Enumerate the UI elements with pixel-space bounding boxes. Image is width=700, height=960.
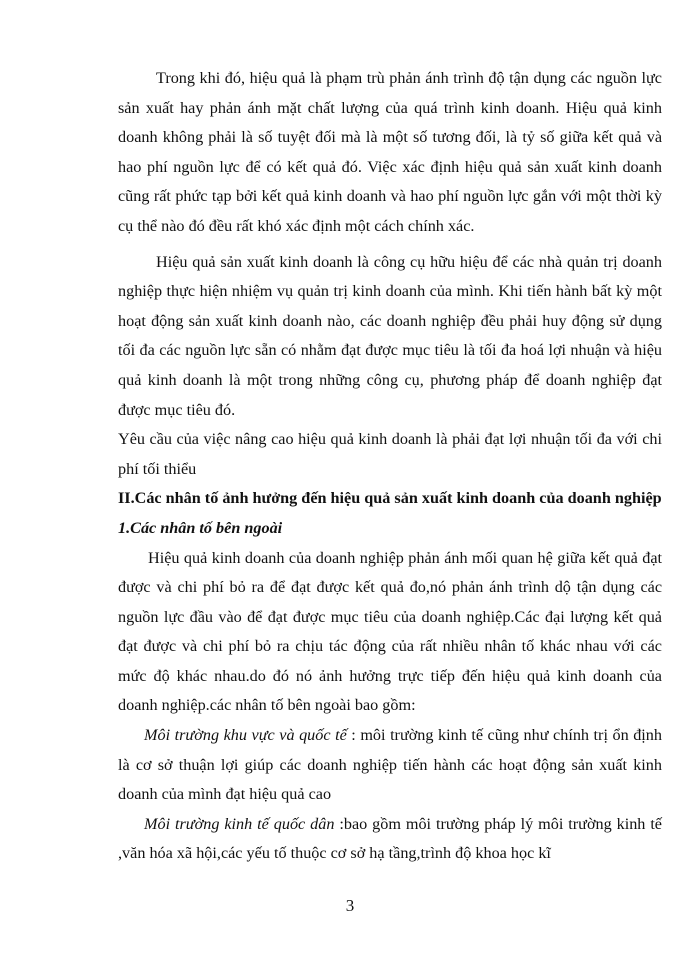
paragraph-efficiency-tool: Hiệu quả sản xuất kinh doanh là công cụ hữu hiệu để các nhà quản trị doanh nghiệp thực hiện nhiệm vụ quản trị kinh doanh của mình. Khi tiến hành bất kỳ một hoạt động sản xuất kinh doanh nào, các doanh nghiệp đều phải huy động sử dụng tối đa các nguồn lực sẵn có nhằm đạt được mục tiêu là tối đa hoá lợi nhuận và hiệu quả kinh doanh là một trong những công cụ, phương pháp để doanh nghiệp đạt được mục tiêu đó. bbox=[118, 252, 662, 419]
term-regional-environment: Môi trường khu vực và quốc tế bbox=[144, 726, 347, 745]
paragraph-regional-environment bbox=[118, 721, 662, 810]
paragraph-requirement: Yêu cầu của việc nâng cao hiệu quả kinh doanh là phải đạt lợi nhuận tối đa với chi phí tối thiểu bbox=[118, 430, 662, 478]
section-heading: II.Các nhân tố ảnh hưởng đến hiệu quả sản xuất kinh doanh của doanh nghiệp bbox=[118, 489, 662, 508]
text-national-economy: :bao gồm môi trường pháp lý môi trường kinh tế ,văn hóa xã hội,các yếu tố thuộc cơ sở hạ tầng,trình độ khoa học kĩ bbox=[118, 814, 662, 863]
subsection-heading: 1.Các nhân tố bên ngoài bbox=[118, 518, 283, 537]
paragraph-efficiency-definition: Trong khi đó, hiệu quả là phạm trù phản ánh trình độ tận dụng các nguồn lực sản xuất hay phản ánh mặt chất lượng của quá trình kinh doanh. Hiệu quả kinh doanh không phải là số tuyệt đối mà là một số tương đối, là tỷ số giữa kết quả và hao phí nguồn lực để có kết quả đó. Việc xác định hiệu quả sản xuất kinh doanh cũng rất phức tạp bởi kết quả kinh doanh và hao phí nguồn lực gắn với một thời kỳ cụ thể nào đó đều rất khó xác định một cách chính xác. bbox=[118, 69, 662, 235]
term-national-economy: Môi trường kinh tế quốc dân bbox=[144, 814, 335, 833]
text-regional-environment: : môi trường kinh tế cũng như chính trị ổn định là cơ sở thuận lợi giúp các doanh nghiệp tiến hành các hoạt động sản xuất kinh doanh của mình đạt hiệu quả cao bbox=[118, 726, 662, 804]
paragraph-external-factors: Hiệu quả kinh doanh của doanh nghiệp phản ánh mối quan hệ giữa kết quả đạt được và chi phí bỏ ra để đạt được kết quả đo,nó phản ánh trình dộ tận dụng các nguồn lực đầu vào để đạt được mục tiêu của doanh nghiệp.Các đại lượng kết quả đạt được và chi phí bỏ ra chịu tác động của rất nhiều nhân tố khác nhau với các mức độ khác nhau.do đó nó ảnh hưởng trực tiếp đến hiệu quả kinh doanh của doanh nghiệp.các nhân tố bên ngoài bao gồm: bbox=[118, 548, 662, 715]
paragraph-national-economy bbox=[118, 810, 662, 869]
page-body bbox=[118, 64, 662, 869]
page-number: 3 bbox=[345, 896, 355, 915]
